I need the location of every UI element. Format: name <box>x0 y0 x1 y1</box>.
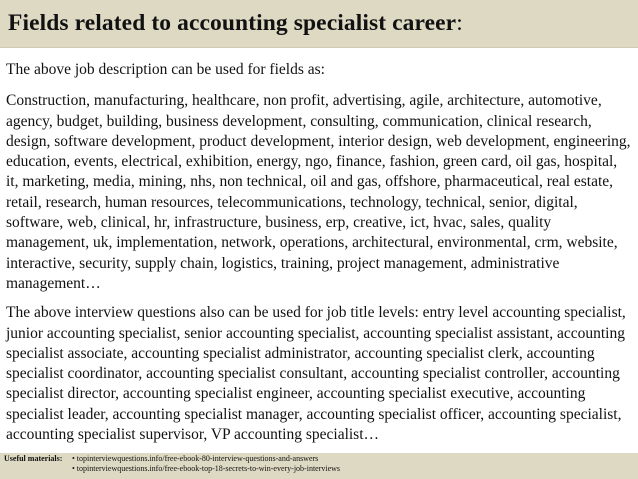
title-bar <box>0 0 638 48</box>
footer-bar <box>0 453 638 479</box>
fields-paragraph: Construction, manufacturing, healthcare, non profit, advertising, agile, architecture, automotive, agency, budget, building, business development, consulting, communication, clinical research, design, software development, product development, interior design, web development, engineering, education, events, electrical, exhibition, energy, ngo, finance, fashion, green card, oil gas, hospital, it, marketing, media, mining, nhs, non technical, oil and gas, offshore, pharmaceutical, real estate, retail, research, human resources, telecommunications, technology, technical, senior, digital, software, web, clinical, hr, infrastructure, business, erp, creative, ict, hvac, sales, quality management, uk, implementation, network, operations, architectural, environmental, crm, website, interactive, security, supply chain, logistics, training, project management, administrative management… <box>6 92 631 292</box>
main-content <box>6 60 632 445</box>
page-title <box>8 9 638 37</box>
footer-row-1 <box>4 454 638 464</box>
page-title-colon: : <box>456 10 463 36</box>
footer-link[interactable]: • topinterviewquestions.info/free-ebook-top-18-secrets-to-win-every-job-interviews <box>72 464 341 473</box>
footer-link[interactable]: • topinterviewquestions.info/free-ebook-80-interview-questions-and-answers <box>72 454 319 463</box>
footer-label <box>4 454 72 464</box>
job-levels-paragraph: The above interview questions also can be used for job title levels: entry level accounting specialist, junior accounting specialist, senior accounting specialist, accounting specialist assistant, accounting specialist associate, accounting specialist administrator, accounting specialist clerk, accounting specialist coordinator, accounting specialist consultant, accounting specialist controller, accounting specialist director, accounting specialist engineer, accounting specialist executive, accounting specialist leader, accounting specialist manager, accounting specialist officer, accounting specialist, accounting specialist supervisor, VP accounting specialist… <box>6 304 626 444</box>
footer-label-text: Useful materials <box>4 454 60 463</box>
intro-text: The above job description can be used for fields as: <box>6 61 325 78</box>
footer-label-colon: : <box>59 454 63 463</box>
footer-row-2 <box>4 464 638 474</box>
page-title-text: Fields related to accounting specialist career <box>8 10 457 36</box>
